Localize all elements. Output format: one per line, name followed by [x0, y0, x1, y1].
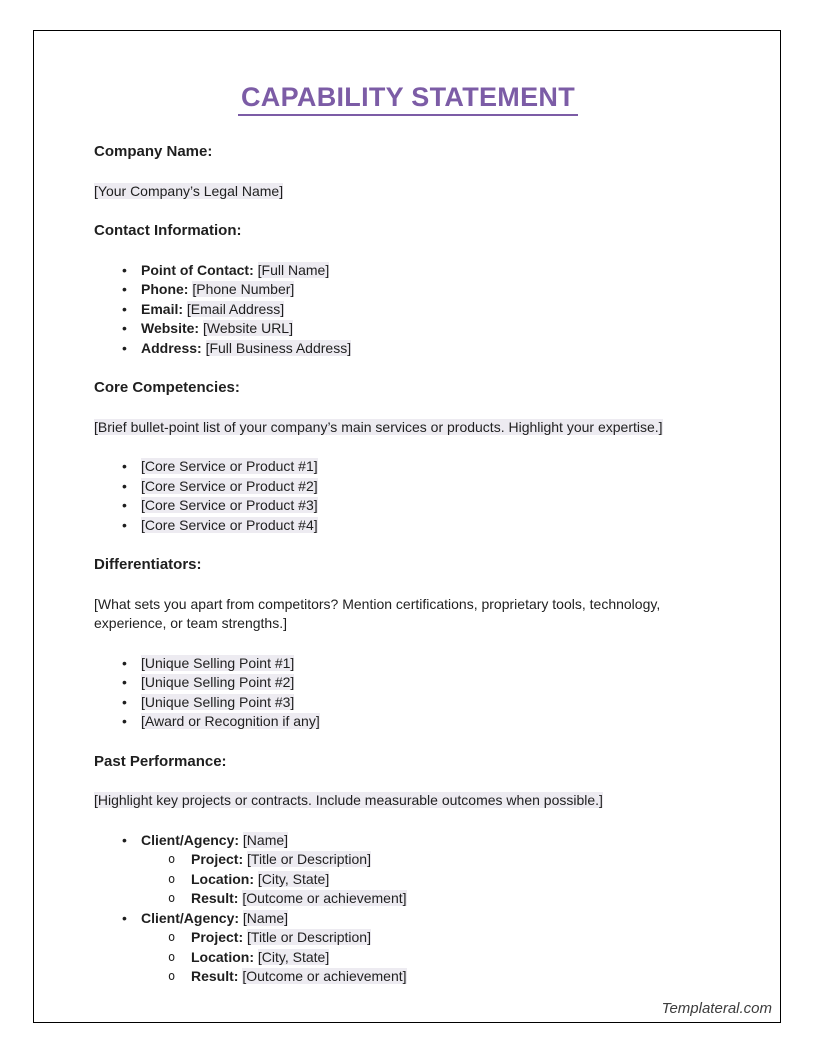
sub-item-result-2	[94, 967, 722, 987]
field-label: Client/Agency:	[141, 909, 240, 926]
bullet-icon: •	[122, 831, 127, 848]
bullet-icon: •	[122, 320, 127, 336]
sub-item-result-1	[94, 889, 722, 909]
placeholder-selling-point-1: [Unique Selling Point #1]	[141, 654, 295, 671]
document-title: CAPABILITY STATEMENT	[238, 81, 578, 116]
list-item-award-recognition	[94, 712, 722, 732]
bullet-icon: •	[122, 339, 127, 356]
placeholder-full-name: [Full Name]	[257, 261, 330, 278]
circle-bullet-icon: o	[168, 930, 176, 944]
list-item-core-service-1	[94, 457, 722, 477]
placeholder-core-competencies-description: [Brief bullet-point list of your company’s main services or products. Highlight your expertise.]	[94, 418, 663, 435]
placeholder-core-service-1: [Core Service or Product #1]	[141, 458, 318, 474]
sub-item-project-1	[94, 850, 722, 870]
bullet-icon: •	[122, 497, 127, 513]
circle-bullet-icon: o	[168, 891, 176, 905]
bullet-icon: •	[122, 458, 127, 474]
placeholder-location: [City, State]	[257, 870, 330, 887]
section-heading-differentiators: Differentiators:	[94, 556, 202, 573]
bullet-icon: •	[122, 477, 127, 494]
list-item-client-agency-2	[94, 909, 722, 929]
section-heading-company-name: Company Name:	[94, 143, 213, 160]
placeholder-phone-number: [Phone Number]	[192, 281, 295, 297]
placeholder-award-recognition: [Award or Recognition if any]	[141, 713, 320, 729]
circle-bullet-icon: o	[168, 949, 176, 964]
bullet-icon: •	[122, 674, 127, 690]
list-item-selling-point-3	[94, 693, 722, 713]
placeholder-client-name: [Name]	[242, 909, 289, 926]
watermark-site-name: Templateral.com	[661, 1000, 772, 1017]
placeholder-location: [City, State]	[257, 948, 330, 965]
sub-item-location-1	[94, 870, 722, 890]
company-name-paragraph	[94, 182, 722, 202]
section-heading-contact-information: Contact Information:	[94, 222, 242, 239]
list-item-selling-point-1	[94, 654, 722, 674]
core-competencies-description	[94, 418, 722, 438]
bullet-icon: •	[122, 713, 127, 729]
list-item-core-service-3	[94, 496, 722, 516]
list-item-address	[94, 339, 722, 359]
field-label: Project:	[191, 851, 244, 867]
field-label: Website:	[141, 320, 200, 336]
core-competencies-list	[94, 457, 722, 535]
field-label: Phone:	[141, 281, 189, 297]
placeholder-company-legal-name: [Your Company’s Legal Name]	[94, 182, 284, 199]
bullet-icon: •	[122, 516, 127, 533]
field-label: Result:	[191, 968, 239, 984]
field-label: Location:	[191, 948, 254, 965]
bullet-icon: •	[122, 281, 127, 297]
placeholder-core-service-2: [Core Service or Product #2]	[141, 477, 318, 494]
field-label: Location:	[191, 870, 254, 887]
list-item-core-service-4	[94, 516, 722, 536]
bullet-icon: •	[122, 693, 127, 710]
past-performance-description	[94, 791, 722, 811]
placeholder-selling-point-3: [Unique Selling Point #3]	[141, 693, 295, 710]
bullet-icon: •	[122, 261, 127, 278]
list-item-selling-point-2	[94, 673, 722, 693]
field-label: Point of Contact:	[141, 261, 254, 278]
section-heading-past-performance: Past Performance:	[94, 752, 227, 770]
placeholder-project: [Title or Description]	[247, 929, 371, 945]
field-label: Client/Agency:	[141, 831, 240, 848]
bullet-icon: •	[122, 909, 127, 926]
placeholder-result: [Outcome or achievement]	[242, 890, 407, 906]
list-item-website	[94, 319, 722, 339]
circle-bullet-icon: o	[168, 969, 176, 983]
list-item-email	[94, 300, 722, 320]
list-item-core-service-2	[94, 477, 722, 497]
placeholder-project: [Title or Description]	[247, 851, 371, 867]
circle-bullet-icon: o	[168, 871, 176, 886]
section-heading-core-competencies: Core Competencies:	[94, 379, 240, 396]
differentiators-list	[94, 654, 722, 732]
document-page	[33, 30, 781, 1023]
field-label: Address:	[141, 339, 202, 356]
bullet-icon: •	[122, 654, 127, 671]
bullet-icon: •	[122, 300, 127, 317]
placeholder-client-name: [Name]	[242, 831, 289, 848]
sub-item-location-2	[94, 948, 722, 968]
field-label: Project:	[191, 929, 244, 945]
past-performance-list	[94, 831, 722, 987]
placeholder-core-service-4: [Core Service or Product #4]	[141, 516, 318, 533]
field-label: Email:	[141, 300, 184, 317]
placeholder-business-address: [Full Business Address]	[205, 339, 352, 356]
placeholder-selling-point-2: [Unique Selling Point #2]	[141, 674, 295, 690]
differentiators-description: [What sets you apart from competitors? Mention certifications, proprietary tools, technology, experience, or team strengths.]	[94, 595, 661, 631]
list-item-client-agency-1	[94, 831, 722, 851]
sub-item-project-2	[94, 928, 722, 948]
list-item-point-of-contact	[94, 261, 722, 281]
circle-bullet-icon: o	[168, 852, 176, 866]
placeholder-email-address: [Email Address]	[186, 300, 285, 317]
contact-list	[94, 261, 722, 359]
placeholder-past-performance-description: [Highlight key projects or contracts. Include measurable outcomes when possible.]	[94, 792, 603, 808]
placeholder-core-service-3: [Core Service or Product #3]	[141, 497, 318, 513]
placeholder-result: [Outcome or achievement]	[242, 968, 407, 984]
list-item-phone	[94, 280, 722, 300]
field-label: Result:	[191, 890, 239, 906]
placeholder-website-url: [Website URL]	[202, 320, 293, 336]
